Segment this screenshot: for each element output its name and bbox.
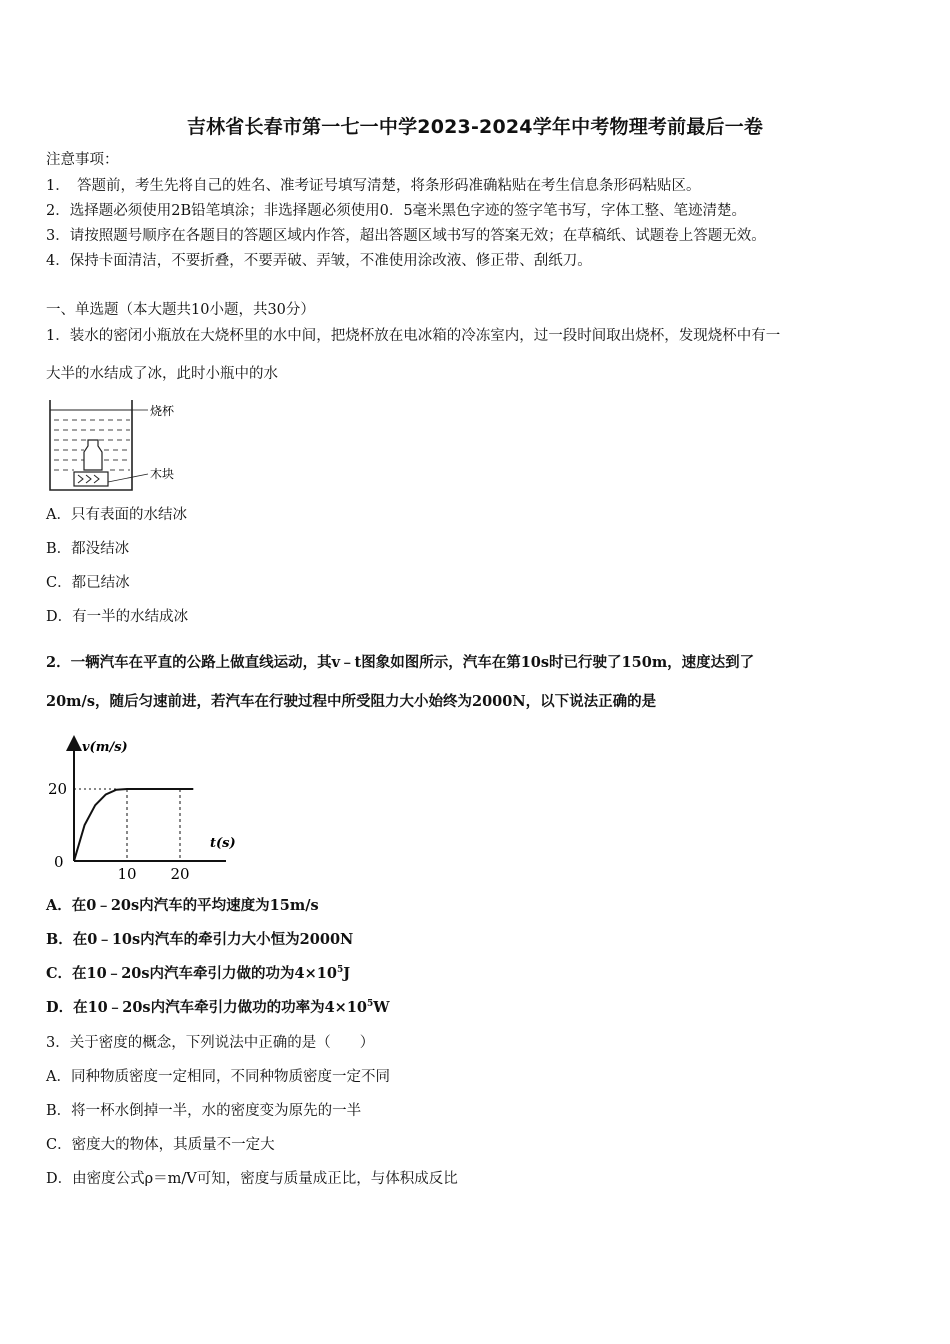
notice-item: 4．保持卡面清洁，不要折叠，不要弄破、弄皱，不准使用涂改液、修正带、刮纸刀。 bbox=[46, 253, 592, 269]
q2-option-b: B．在0﹣10s内汽车的牵引力大小恒为2000N bbox=[46, 931, 354, 948]
exponent: 5 bbox=[336, 965, 344, 976]
q1-stem-line1: 1．装水的密闭小瓶放在大烧杯里的水中间，把烧杯放在电冰箱的冷冻室内，过一段时间取出烧杯，发现烧杯中有一 bbox=[46, 328, 781, 344]
q2-option-c bbox=[46, 964, 350, 984]
x-tick-label: 10 bbox=[117, 865, 137, 883]
notice-item: 2．选择题必须使用2B铅笔填涂；非选择题必须使用0．5毫米黑色字迹的签字笔书写，字体工整、笔迹清楚。 bbox=[46, 203, 747, 219]
q1-beaker-figure bbox=[44, 396, 194, 496]
series-line-v bbox=[74, 789, 193, 861]
x-axis-label: t(s) bbox=[210, 836, 236, 851]
q2-option-a: A．在0﹣20s内汽车的平均速度为15m/s bbox=[46, 897, 319, 914]
page-title: 吉林省长春市第一七一中学2023-2024学年中考物理考前最后一卷 bbox=[186, 116, 764, 138]
q1-option-b: B．都没结冰 bbox=[46, 541, 130, 557]
q2-option-d bbox=[46, 998, 390, 1018]
q2-stem-line1: 2．一辆汽车在平直的公路上做直线运动，其v﹣t图象如图所示，汽车在第10s时已行驶了150m，速度达到了 bbox=[46, 654, 755, 671]
q1-option-a: A．只有表面的水结冰 bbox=[46, 507, 187, 523]
q3-option-d: D．由密度公式ρ＝m/V可知，密度与质量成正比，与体积成反比 bbox=[46, 1171, 458, 1187]
q2-vt-chart bbox=[44, 735, 244, 883]
q2-option-d-text: D．在10﹣20s内汽车牵引力做功的功率为4×10 bbox=[46, 999, 368, 1016]
x-tick-label: 20 bbox=[170, 865, 190, 883]
small-bottle bbox=[84, 440, 102, 470]
q3-option-b: B．将一杯水倒掉一半，水的密度变为原先的一半 bbox=[46, 1103, 362, 1119]
q3-option-a: A．同种物质密度一定相同，不同种物质密度一定不同 bbox=[46, 1069, 390, 1085]
q2-option-d-unit: W bbox=[373, 999, 390, 1016]
q2-option-c-unit: J bbox=[343, 965, 351, 982]
origin-label: 0 bbox=[54, 853, 64, 871]
notice-item: 3．请按照题号顺序在各题目的答题区域内作答，超出答题区域书写的答案无效；在草稿纸、试题卷上答题无效。 bbox=[46, 228, 766, 244]
section-heading: 一、单选题（本大题共10小题，共30分） bbox=[46, 302, 315, 318]
q2-option-c-text: C．在10﹣20s内汽车牵引力做的功为4×10 bbox=[46, 965, 337, 982]
exponent: 5 bbox=[367, 999, 374, 1010]
notice-item: 1． 答题前，考生先将自己的姓名、准考证号填写清楚，将条形码准确粘贴在考生信息条形码粘贴区。 bbox=[46, 178, 701, 194]
y-axis-label: v(m/s) bbox=[82, 740, 128, 755]
block-label: 木块 bbox=[150, 467, 175, 481]
notice-heading: 注意事项： bbox=[46, 152, 119, 168]
q1-option-d: D．有一半的水结成冰 bbox=[46, 609, 189, 625]
q3-stem: 3．关于密度的概念，下列说法中正确的是（ ） bbox=[46, 1035, 375, 1051]
q1-option-c: C．都已结冰 bbox=[46, 575, 130, 591]
q2-stem-line2: 20m/s，随后匀速前进，若汽车在行驶过程中所受阻力大小始终为2000N，以下说法正确的是 bbox=[46, 693, 657, 710]
block-leader bbox=[108, 474, 148, 482]
q3-option-c: C．密度大的物体，其质量不一定大 bbox=[46, 1137, 275, 1153]
y-tick-label: 20 bbox=[48, 780, 68, 798]
q1-stem-line2: 大半的水结成了冰，此时小瓶中的水 bbox=[46, 366, 278, 382]
beaker-label: 烧杯 bbox=[150, 404, 175, 418]
